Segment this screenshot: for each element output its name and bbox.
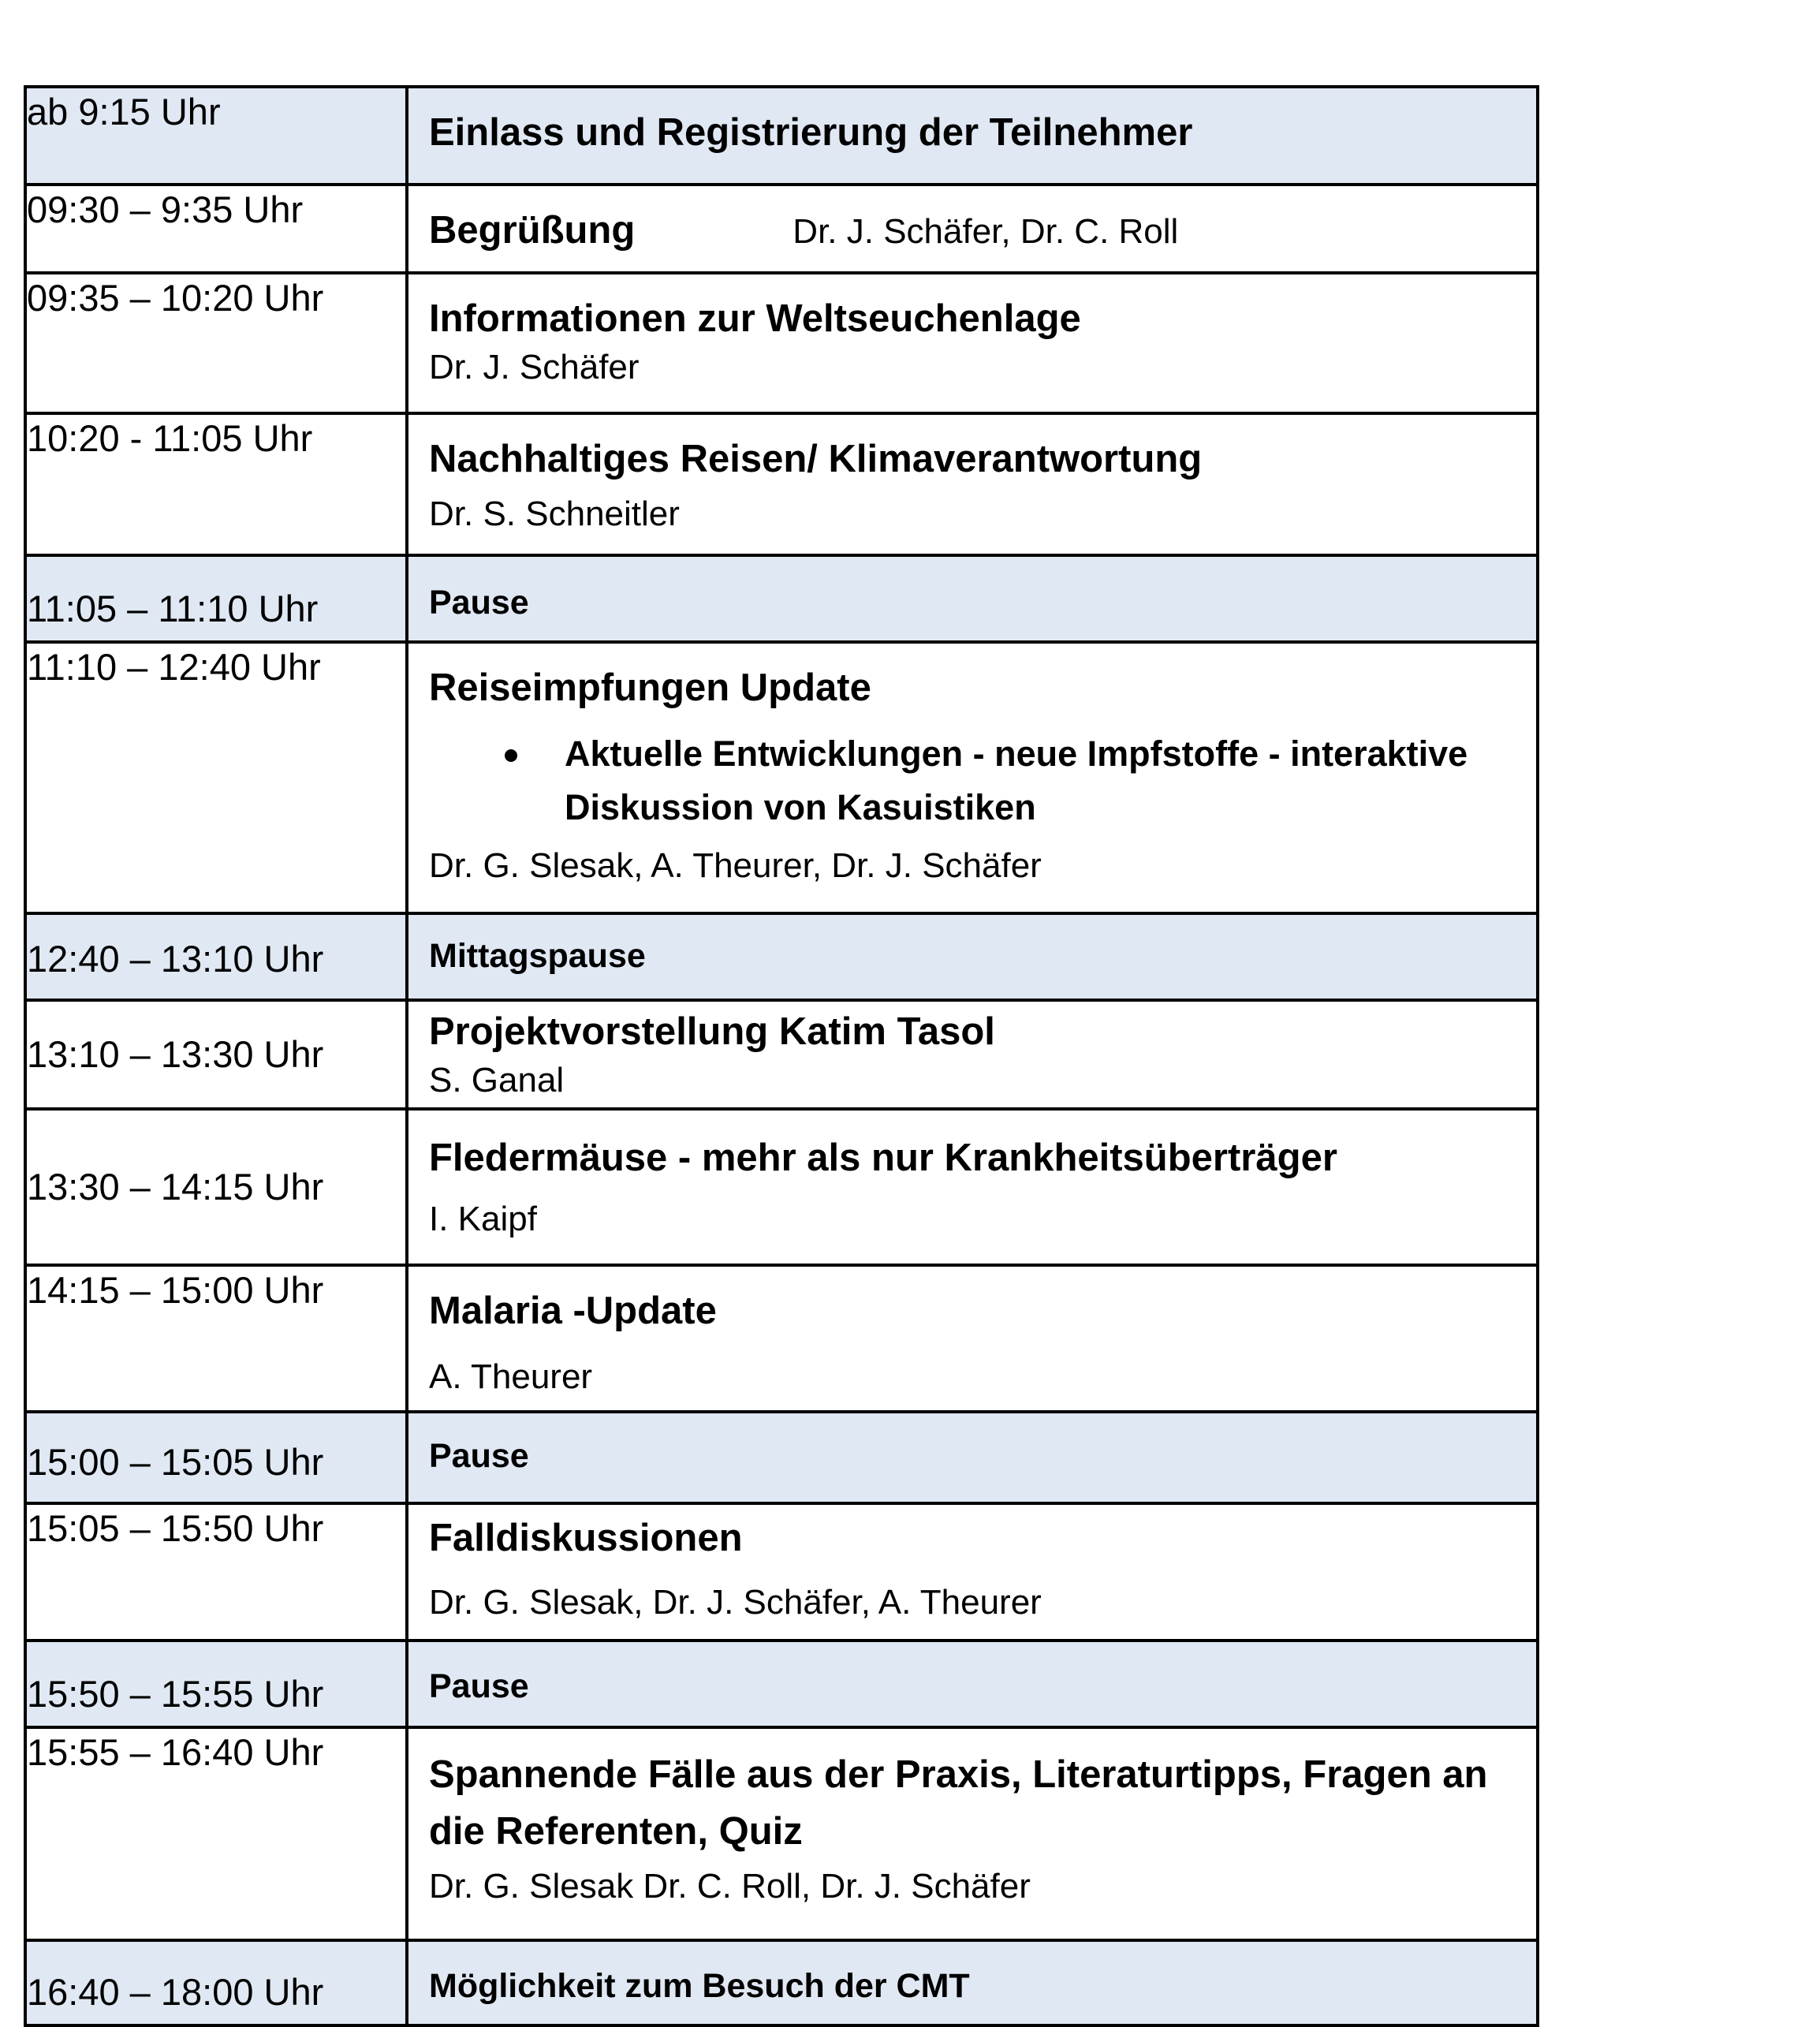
time-slot: 09:30 – 9:35 Uhr	[25, 185, 407, 273]
bullet-text: Aktuelle Entwicklungen - neue Impfstoffe - interaktive Diskussion von Kasuistiken	[565, 734, 1468, 827]
session-title: Pause	[429, 584, 529, 622]
session-title: Pause	[429, 1437, 529, 1475]
topic-cell	[407, 1503, 1538, 1641]
topic-cell	[407, 555, 1538, 642]
session-title: Nachhaltiges Reisen/ Klimaverantwortung	[429, 438, 1203, 480]
topic-cell	[407, 273, 1538, 413]
session-speaker: Dr. G. Slesak, Dr. J. Schäfer, A. Theurer	[429, 1583, 1042, 1622]
session-title: Spannende Fälle aus der Praxis, Literaturtipps, Fragen an die Referenten, Quiz	[429, 1753, 1488, 1853]
time-slot: 13:30 – 14:15 Uhr	[25, 1109, 407, 1265]
topic-cell	[407, 185, 1538, 273]
topic-bullet-list	[429, 727, 1512, 834]
topic-cell	[407, 1412, 1538, 1503]
time-slot: 15:00 – 15:05 Uhr	[25, 1412, 407, 1503]
session-title: Möglichkeit zum Besuch der CMT	[429, 1967, 970, 2005]
topic-cell	[407, 1000, 1538, 1109]
session-title: Mittagspause	[429, 937, 646, 975]
time-slot: 16:40 – 18:00 Uhr	[25, 1940, 407, 2025]
session-speaker: Dr. J. Schäfer	[429, 348, 640, 386]
session-title: Reiseimpfungen Update	[429, 666, 871, 709]
topic-cell	[407, 87, 1538, 185]
schedule-row-travel-vaccinations	[25, 642, 1538, 913]
session-title: Falldiskussionen	[429, 1517, 743, 1559]
schedule-row-lunch-break	[25, 913, 1538, 1000]
program-schedule-table	[24, 85, 1539, 2027]
session-title: Projektvorstellung Katim Tasol	[429, 1010, 995, 1053]
session-title: Fledermäuse - mehr als nur Krankheitsüberträger	[429, 1137, 1337, 1179]
time-slot: ab 9:15 Uhr	[25, 87, 407, 185]
time-slot: 14:15 – 15:00 Uhr	[25, 1265, 407, 1412]
time-slot: 09:35 – 10:20 Uhr	[25, 273, 407, 413]
bullet-dot-icon	[505, 749, 517, 762]
session-speaker: S. Ganal	[429, 1061, 565, 1099]
session-title: Informationen zur Weltseuchenlage	[429, 297, 1081, 340]
session-title: Einlass und Registrierung der Teilnehmer	[429, 111, 1193, 154]
schedule-row-welcome	[25, 185, 1538, 273]
session-speaker: Dr. G. Slesak, A. Theurer, Dr. J. Schäfer	[429, 846, 1042, 885]
schedule-row-cmt-visit	[25, 1940, 1538, 2025]
schedule-row-break	[25, 1412, 1538, 1503]
schedule-row-case-discussions	[25, 1503, 1538, 1641]
session-speaker: Dr. S. Schneitler	[429, 495, 680, 533]
session-speaker: I. Kaipf	[429, 1200, 537, 1238]
time-slot: 12:40 – 13:10 Uhr	[25, 913, 407, 1000]
topic-cell	[407, 413, 1538, 555]
time-slot: 15:05 – 15:50 Uhr	[25, 1503, 407, 1641]
schedule-row-world-epidemic	[25, 273, 1538, 413]
topic-cell	[407, 1940, 1538, 2025]
topic-bullet-item	[429, 727, 1512, 834]
topic-cell	[407, 1727, 1538, 1940]
session-speaker: Dr. G. Slesak Dr. C. Roll, Dr. J. Schäfer	[429, 1867, 1031, 1906]
time-slot: 10:20 - 11:05 Uhr	[25, 413, 407, 555]
schedule-row-break	[25, 1641, 1538, 1727]
time-slot: 13:10 – 13:30 Uhr	[25, 1000, 407, 1109]
topic-cell	[407, 1109, 1538, 1265]
time-slot: 11:05 – 11:10 Uhr	[25, 555, 407, 642]
session-title	[429, 205, 1512, 257]
session-title: Malaria -Update	[429, 1290, 717, 1332]
time-slot: 11:10 – 12:40 Uhr	[25, 642, 407, 913]
schedule-row-exciting-cases	[25, 1727, 1538, 1940]
topic-cell	[407, 1641, 1538, 1727]
schedule-row-sustainable-travel	[25, 413, 1538, 555]
session-speaker: A. Theurer	[429, 1357, 593, 1396]
session-title-text: Begrüßung	[429, 209, 636, 252]
session-speaker: Dr. J. Schäfer, Dr. C. Roll	[793, 212, 1179, 251]
time-slot: 15:55 – 16:40 Uhr	[25, 1727, 407, 1940]
topic-cell	[407, 913, 1538, 1000]
schedule-row-project-presentation	[25, 1000, 1538, 1109]
time-slot: 15:50 – 15:55 Uhr	[25, 1641, 407, 1727]
topic-cell	[407, 642, 1538, 913]
topic-cell	[407, 1265, 1538, 1412]
schedule-row-bats	[25, 1109, 1538, 1265]
schedule-row-break	[25, 555, 1538, 642]
session-title: Pause	[429, 1667, 529, 1705]
schedule-row-registration	[25, 87, 1538, 185]
schedule-row-malaria	[25, 1265, 1538, 1412]
